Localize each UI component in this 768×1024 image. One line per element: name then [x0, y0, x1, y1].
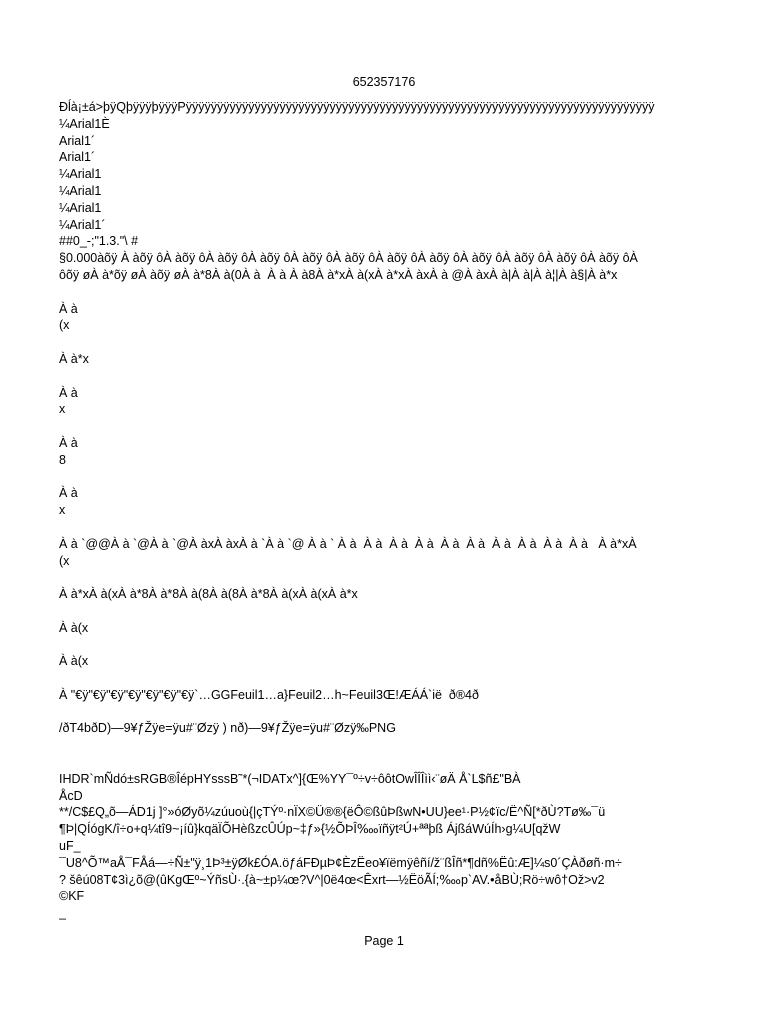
text-line: ¼Arial1 [59, 200, 102, 215]
blank-line [59, 704, 659, 721]
blank-line [59, 569, 659, 586]
blank-line [59, 519, 659, 536]
text-line: À à [59, 435, 78, 450]
text-line: ##0_-;"1.3."\ # [59, 234, 139, 249]
text-line: _ [59, 906, 66, 921]
text-line: ? šêú08T¢3ì¿õ@(ûKgŒº~ÝñsÙ·.{à~±p¼œ?V^|0ë4œ<Êxrt—½ËöÃÍ;‱p`AV.•åBÙ;Rö÷wô†Ož>v2 [59, 872, 605, 887]
text-line: x [59, 402, 66, 417]
text-line: Ðĺà¡±á>þÿQþÿÿÿþÿÿÿPÿÿÿÿÿÿÿÿÿÿÿÿÿÿÿÿÿÿÿÿÿÿÿÿÿÿÿÿÿÿÿÿÿÿÿÿÿÿÿÿÿÿÿÿÿÿÿÿÿÿÿÿÿÿÿÿÿÿÿÿÿÿÿÿÿÿÿÿÿÿÿÿÿÿÿ [59, 100, 655, 114]
text-line: ¯U8^Õ™aÅ¯FÅá—÷Ñ±"ÿ¸1Þ³±ÿØk£ÓA.öƒáFÐµÞ¢ÈzËeo¥ïëmÿêñí/ž¨ßÎñ*¶dñ%Ëû:Æ]¼s0´ÇÀðøñ·m÷ [59, 855, 622, 870]
text-line: À à(x [59, 620, 89, 635]
text-line: ¼Arial1 [59, 167, 102, 182]
text-line: À à [59, 486, 78, 501]
text-line: 8 [59, 452, 66, 467]
text-line: ¼Arial1´ [59, 217, 106, 232]
text-line: À à [59, 301, 78, 316]
text-line: À à*x [59, 351, 89, 366]
text-line: IHDR`mÑdó±sRGB®ÎépHYsssB˜*(¬IDATx^]{Œ%YY¯º÷v÷ôôtOwÎÎÎìì‹¨øÄ Å`L$ñ£"BÀ [59, 771, 521, 786]
blank-line [59, 334, 659, 351]
text-line: À à*xÀ à(xÀ à*8À à*8À à(8À à(8À à*8À à(xÀ à(xÀ à*x [59, 587, 358, 602]
page-header: 652357176 [352, 75, 416, 89]
document-body [59, 99, 659, 922]
text-line: ÅcD [59, 788, 83, 803]
blank-line [59, 637, 659, 654]
blank-line [59, 754, 659, 771]
blank-line [59, 603, 659, 620]
text-line: /ðT4bðD)—9¥ƒŽÿe=ÿu#¨Øzÿ ) nð)—9¥ƒŽÿe=ÿu#¨Øzÿ‰PNG [59, 721, 396, 736]
text-line: x [59, 503, 66, 518]
blank-line [59, 284, 659, 301]
text-line: ¶Þ|QÍógK/î÷o+q¼tî9~¡íû}kqäÏÕHèßzcÛÚp~‡ƒ»{½ÕÞÎ‱ïñÿt²Ú+ªªþß ÁjßáWúÍh›g¼U[qžW [59, 822, 561, 837]
text-line: **/C$£Q„õ—ÁD1j ]°»óØyõ¼zúuoù{|çTÝº·nÏX©Ü®®{ëÔ©ßûÞßwN•UU}ee¹·P½¢ïc/Ë^Ñ[*ðÙ?Tø‰¯ü [59, 805, 606, 820]
blank-line [59, 469, 659, 486]
text-line: Arial1´ [59, 150, 96, 165]
blank-line [59, 368, 659, 385]
text-line: À à(x [59, 654, 89, 669]
text-line: À "€ÿ"€ÿ"€ÿ"€ÿ"€ÿ"€ÿ"€ÿ`…GGFeuil1…a}Feuil2…h~Feuil3Œ!ÆÁÁ`ië ð®4ð [59, 687, 479, 702]
text-line: ôõÿ øÀ à*õÿ øÀ àõÿ øÀ à*8À à(0À à À à À à8À à*xÀ à(xÀ à*xÀ àxÀ à @À àxÀ à|À à|À à¦|À à§|À à*x [59, 267, 618, 282]
text-line: (x [59, 318, 70, 333]
text-line: ©KF [59, 889, 85, 904]
text-line: §0.000àõÿ À àõÿ ôÀ àõÿ ôÀ àõÿ ôÀ àõÿ ôÀ àõÿ ôÀ àõÿ ôÀ àõÿ ôÀ àõÿ ôÀ àõÿ ôÀ àõÿ ôÀ àõÿ ôÀ àõÿ ôÀ [59, 251, 638, 266]
text-line: ¼Arial1È [59, 116, 110, 131]
text-line: (x [59, 553, 70, 568]
text-line: À à `@@À à `@À à `@À àxÀ àxÀ à `À à `@ À à ` À à À à À à À à À à À à À à À à À à À à À à*xÀ [59, 536, 637, 551]
blank-line [59, 737, 659, 754]
page-footer: Page 1 [364, 934, 404, 948]
text-line: Arial1´ [59, 133, 96, 148]
blank-line [59, 670, 659, 687]
text-line: À à [59, 385, 78, 400]
text-line: uF_ [59, 839, 81, 854]
blank-line [59, 418, 659, 435]
text-line: ¼Arial1 [59, 183, 102, 198]
